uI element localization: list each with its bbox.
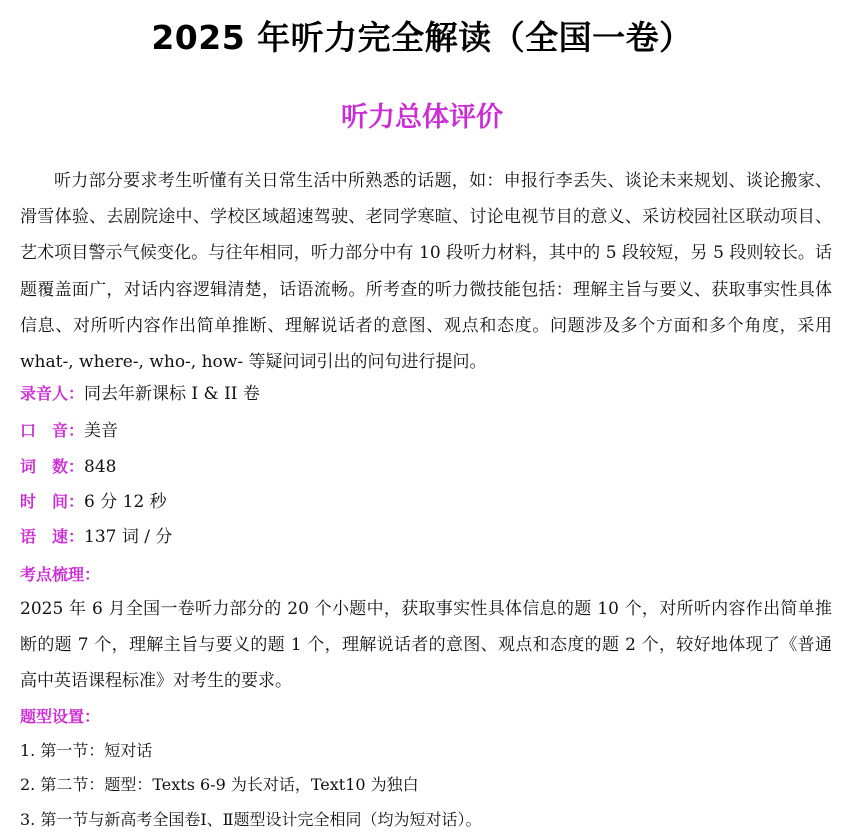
list-item: 2. 第二节：题型：Texts 6-9 为长对话，Text10 为独白: [20, 775, 419, 794]
info-label: 时 间：: [20, 492, 85, 511]
list-item: 1. 第一节：短对话: [20, 741, 153, 760]
exam-points-paragraph: 2025 年 6 月全国一卷听力部分的 20 个小题中，获取事实性具体信息的题 10 个，对所听内容作出简单推断的题 7 个，理解主旨与要义的题 1 个，理解说话者的意图、观点和态度的题 2 个，较好地体现了《普通高中英语课程标准》对考生的要求。: [20, 599, 832, 691]
exam-points-heading: [20, 561, 832, 589]
document-title: 2025 年听力完全解读（全国一卷）: [151, 18, 693, 57]
info-value: 848: [84, 457, 117, 477]
info-value: 美音: [84, 421, 119, 441]
question-setup-heading: [20, 703, 832, 731]
info-label: 词 数：: [20, 457, 85, 476]
info-label: 语 速：: [20, 527, 85, 546]
list-item: 3. 第一节与新高考全国卷Ⅰ、Ⅱ题型设计完全相同（均为短对话）。: [20, 810, 482, 829]
info-row-speed: [20, 523, 832, 551]
info-row-accent: [20, 417, 832, 445]
info-row-word-count: [20, 453, 832, 481]
info-row-recorder: [20, 380, 832, 408]
section-title: 听力总体评价: [341, 102, 503, 133]
question-setup-label: 题型设置：: [20, 707, 101, 726]
intro-paragraph: 听力部分要求考生听懂有关日常生活中所熟悉的话题，如：申报行李丢失、谈论未来规划、谈论搬家、滑雪体验、去剧院途中、学校区域超速驾驶、老同学寒暄、讨论电视节目的意义、采访校园社区联动项目、艺术项目警示气候变化。与往年相同，听力部分中有 10 段听力材料，其中的 5 段较短，另 5 段则较长。话题覆盖面广，对话内容逻辑清楚，话语流畅。所考查的听力微技能包括：理解主旨与要义、获取事实性具体信息、对所听内容作出简单推断、理解说话者的意图、观点和态度。问题涉及多个方面和多个角度，采用 what-, where-, who-, how- 等疑问词引出的问句进行提问。: [20, 171, 832, 373]
info-value: 同去年新课标 I & II 卷: [84, 384, 260, 404]
exam-points-label: 考点梳理：: [20, 565, 101, 584]
info-row-duration: [20, 488, 832, 516]
info-value: 137 词 / 分: [84, 527, 173, 547]
info-label: 口 音：: [20, 421, 85, 440]
info-label: 录音人：: [20, 384, 85, 403]
info-value: 6 分 12 秒: [84, 492, 167, 512]
